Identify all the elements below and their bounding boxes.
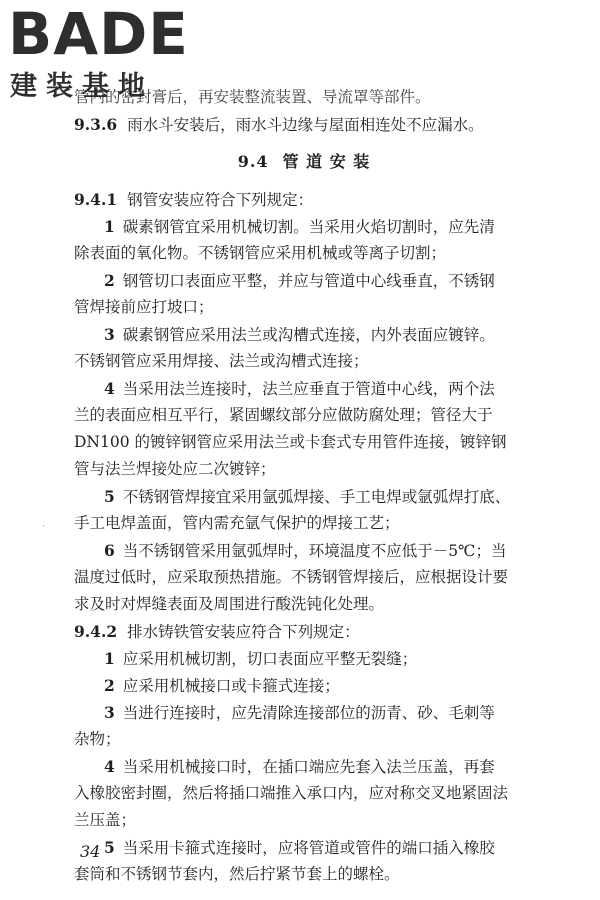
- text-line: [74, 780, 534, 807]
- page-body: [74, 84, 534, 888]
- clause-line: [74, 186, 534, 213]
- item-line: [74, 213, 534, 240]
- item-number: 4: [104, 379, 115, 398]
- line-text: 碳素钢管应采用法兰或沟槽式连接，内外表面应镀锌。: [122, 326, 495, 344]
- watermark-logo-latin: BADE: [8, 0, 189, 68]
- item-number: 2: [104, 676, 115, 695]
- clause-number: 9.4.2: [74, 622, 118, 641]
- text-line: [74, 84, 534, 111]
- line-text: 不锈钢管应采用焊接、法兰或沟槽式连接；: [74, 352, 369, 370]
- item-line: [74, 375, 534, 402]
- section-heading: [74, 138, 534, 186]
- line-text: 碳素钢管宜采用机械切割。当采用火焰切割时，应先清: [122, 218, 495, 236]
- line-text: 当采用机械接口时，在插口端应先套入法兰压盖，再套: [122, 758, 495, 776]
- text-line: [74, 726, 534, 753]
- line-text: 雨水斗安装后，雨水斗边缘与屋面相连处不应漏水。: [127, 116, 484, 134]
- item-number: 5: [104, 487, 115, 506]
- line-text: 求及时对焊缝表面及周围进行酸洗钝化处理。: [74, 595, 385, 613]
- line-text: 杂物；: [74, 730, 121, 748]
- line-text: 套筒和不锈钢节套内，然后拧紧节套上的螺栓。: [74, 865, 400, 883]
- text-line: [74, 861, 534, 888]
- text-line: [74, 510, 534, 537]
- text-line: [74, 240, 534, 267]
- item-line: [74, 645, 534, 672]
- section-title: 管 道 安 装: [282, 152, 371, 171]
- line-text: 手工电焊盖面，管内需充氩气保护的焊接工艺；: [74, 514, 400, 532]
- item-line: [74, 267, 534, 294]
- item-number: 1: [104, 649, 115, 668]
- watermark-logo-chinese: 建装基地: [10, 71, 154, 102]
- line-text: 管焊接前应打坡口；: [74, 298, 214, 316]
- item-number: 6: [104, 541, 115, 560]
- text-line: [74, 591, 534, 618]
- line-text: 管内的密封膏后，再安装整流装置、导流罩等部件。: [74, 88, 431, 106]
- line-text: 当采用卡箍式连接时，应将管道或管件的端口插入橡胶: [122, 839, 495, 857]
- item-line: [74, 672, 534, 699]
- line-text: 温度过低时，应采取预热措施。不锈钢管焊接后，应根据设计要: [74, 568, 509, 586]
- line-text: 兰压盖；: [74, 811, 137, 829]
- item-number: 4: [104, 757, 115, 776]
- item-line: [74, 321, 534, 348]
- text-line: [74, 564, 534, 591]
- item-number: 5: [104, 838, 115, 857]
- item-number: 1: [104, 217, 115, 236]
- line-text: 当采用法兰连接时，法兰应垂直于管道中心线，两个法: [122, 380, 495, 398]
- margin-dot: ·: [42, 522, 45, 532]
- item-line: [74, 834, 534, 861]
- page-number: 34: [80, 842, 101, 861]
- item-number: 2: [104, 271, 115, 290]
- line-text: 兰的表面应相互平行，紧固螺纹部分应做防腐处理；管径大于: [74, 406, 493, 424]
- item-line: [74, 483, 534, 510]
- line-text: 当进行连接时，应先清除连接部位的沥青、砂、毛刺等: [122, 704, 495, 722]
- item-line: [74, 753, 534, 780]
- clause-line: [74, 618, 534, 645]
- item-number: 3: [104, 703, 115, 722]
- line-text: 管与法兰焊接处应二次镀锌；: [74, 460, 276, 478]
- line-text: 不锈钢管焊接宜采用氩弧焊接、手工电焊或氩弧焊打底、: [122, 488, 511, 506]
- clause-number: 9.3.6: [74, 115, 118, 134]
- line-text: 排水铸铁管安装应符合下列规定：: [127, 623, 360, 641]
- text-line: [74, 456, 534, 483]
- line-text: 钢管安装应符合下列规定：: [127, 191, 314, 209]
- line-text: 应采用机械接口或卡箍式连接；: [122, 677, 340, 695]
- text-line: [74, 807, 534, 834]
- clause-line: [74, 111, 534, 138]
- section-number: 9.4: [237, 152, 269, 171]
- text-line: [74, 429, 534, 456]
- item-line: [74, 537, 534, 564]
- line-text: 除表面的氧化物。不锈钢管应采用机械或等离子切割；: [74, 244, 447, 262]
- text-line: [74, 402, 534, 429]
- line-text: 入橡胶密封圈，然后将插口端推入承口内，应对称交叉地紧固法: [74, 784, 509, 802]
- line-text: 钢管切口表面应平整，并应与管道中心线垂直，不锈钢: [122, 272, 495, 290]
- line-text: DN100 的镀锌钢管应采用法兰或卡套式专用管件连接，镀锌钢: [74, 433, 507, 451]
- text-line: [74, 294, 534, 321]
- clause-number: 9.4.1: [74, 190, 118, 209]
- text-line: [74, 348, 534, 375]
- item-line: [74, 699, 534, 726]
- line-text: 应采用机械切割，切口表面应平整无裂缝；: [122, 650, 418, 668]
- line-text: 当不锈钢管采用氩弧焊时，环境温度不应低于－5℃；当: [122, 542, 507, 560]
- item-number: 3: [104, 325, 115, 344]
